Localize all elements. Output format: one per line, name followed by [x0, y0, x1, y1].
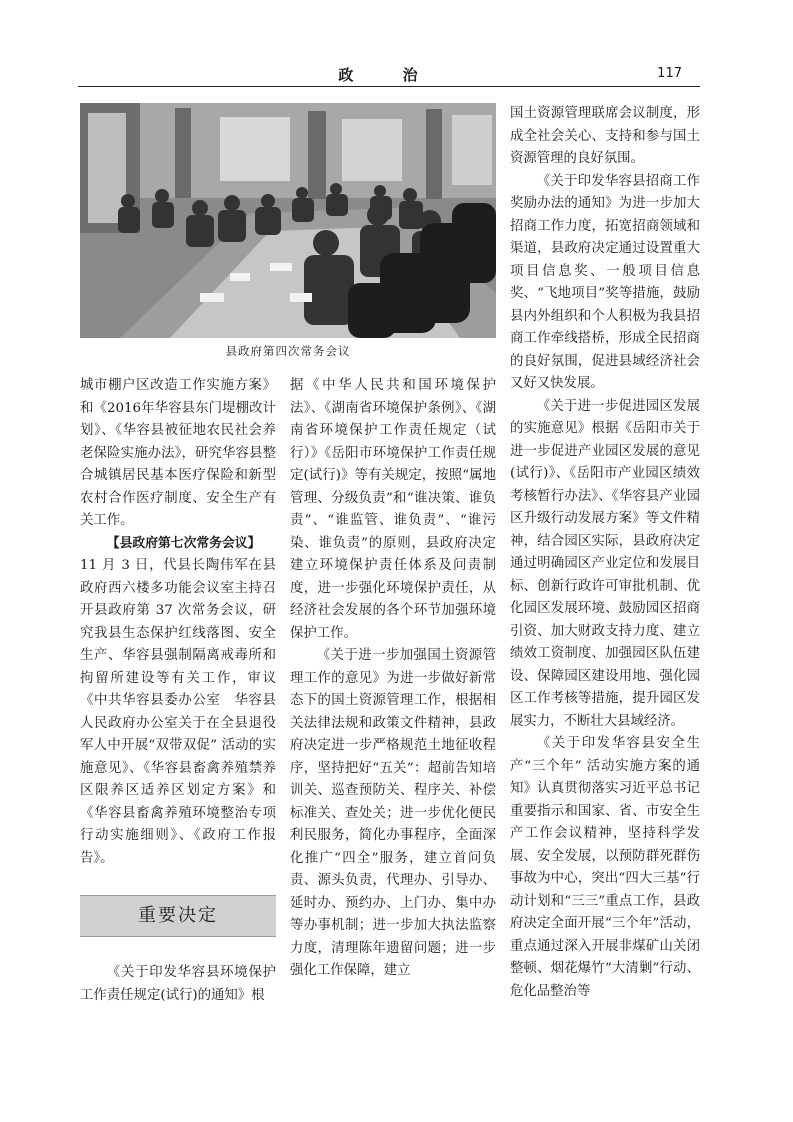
running-header: [78, 62, 700, 84]
paragraph: 城市棚户区改造工作实施方案》和《2016年华容县东门堤棚改计划》、《华容县被征地农民社会养老保险实施办法》，研究华容县整合城镇居民基本医疗保险和新型农村合作医疗制度、安全生产有关工作。: [80, 378, 276, 528]
paragraph: 《关于进一步加强国土资源管理工作的意见》为进一步做好新常态下的国土资源管理工作，根据相关法律法规和政策文件精神，县政府决定进一步严格规范土地征收程序，坚持把好“五关”：超前告知培训关、巡查预防关、程序关、补偿标准关、查处关；进一步优化便民利民服务，简化办事程序，全面深化推广“四全”服务，建立首问负责、源头负责，代理办、引导办、延时办、预约办、上门办、集中办等办事机制；进一步加大执法监察力度，清理陈年遗留问题；进一步强化工作保障，建立: [290, 648, 496, 978]
header-rule: [78, 86, 700, 87]
paragraph: 据《中华人民共和国环境保护法》、《湖南省环境保护条例》、《湖南省环境保护工作责任规定（试行）》《岳阳市环境保护工作责任规定(试行)》等有关规定，按照“属地管理、分级负责”和“谁决策、谁负责”、“谁监管、谁负责”、“谁污染、谁负责”的原则，县政府决定建立环境保护责任体系及问责制度，进一步强化环境保护责任，从经济社会发展的各个环节加强环境保护工作。: [290, 378, 496, 641]
page-number: 117: [657, 66, 682, 81]
paragraph: 国土资源管理联席会议制度，形成全社会关心、支持和参与国土资源管理的良好氛围。: [510, 106, 700, 166]
meeting-title: 【县政府第七次常务会议】: [106, 535, 261, 551]
paragraph: 《关于进一步促进园区发展的实施意见》根据《岳阳市关于进一步促进产业园区发展的意见(试行)》、《岳阳市产业园区绩效考核暂行办法》、《华容县产业园区升级行动发展方案》等文件精神，结合园区实际，县政府决定通过明确园区产业定位和发展目标、创新行政许可审批机制、优化园区发展环境、鼓励园区招商引资、加大财政支持力度、建立绩效工资制度、加强园区队伍建设、保障园区建设用地、强化园区工作考核等措施，提升园区发展实力，不断壮大县域经济。: [510, 398, 700, 729]
paragraph: 《关于印发华容县安全生产“三个年” 活动实施方案的通知》认真贯彻落实习近平总书记重要指示和国家、省、市安全生产工作会议精神，坚持科学发展、安全发展，以预防群死群伤事故为中心，突出“四大三基”行动计划和“三三”重点工作，县政府决定全面开展“三个年”活动，重点通过深入开展非煤矿山关闭整顿、烟花爆竹“大清剿”行动、危化品整治等: [510, 736, 700, 999]
paragraph: 《关于印发华容县环境保护工作责任规定(试行)的通知》根: [80, 965, 276, 1003]
photo-caption: 县政府第四次常务会议: [225, 344, 351, 358]
meeting-photo-illustration: [80, 103, 496, 338]
paragraph: 《关于印发华容县招商工作奖励办法的通知》为进一步加大招商工作力度，拓宽招商领域和渠道，县政府决定通过设置重大项目信息奖、一般项目信息奖、“飞地项目”奖等措施，鼓励县内外组织和个人积极为我县招商工作牵线搭桥，形成全民招商的良好氛围，促进县域经济社会又好又快发展。: [510, 173, 700, 391]
section-title: 重要决定: [80, 895, 276, 937]
section-name: 政 治: [338, 66, 440, 84]
column-2: [290, 375, 496, 983]
column-3: [510, 103, 700, 1003]
column-1-bottom: [80, 962, 276, 1007]
column-1-top: [80, 375, 276, 870]
meeting-heading-paragraph: [80, 533, 276, 556]
meeting-photo: [80, 103, 496, 338]
paragraph: 11 月 3 日，代县长陶伟军在县政府西六楼多功能会议室主持召开县政府第 37 次常务会议，研究我县生态保护红线落图、安全生产、华容县强制隔离戒毒所和拘留所建设等有关工作，审议《中共华容县委办公室 华容县人民政府办公室关于在全县退役军人中开展“双带双促” 活动的实施意见》、《华容县畜禽养殖禁养区限养区适养区划定方案》和《华容县畜禽养殖环境整治专项行动实施细则》、《政府工作报告》。: [80, 558, 276, 866]
